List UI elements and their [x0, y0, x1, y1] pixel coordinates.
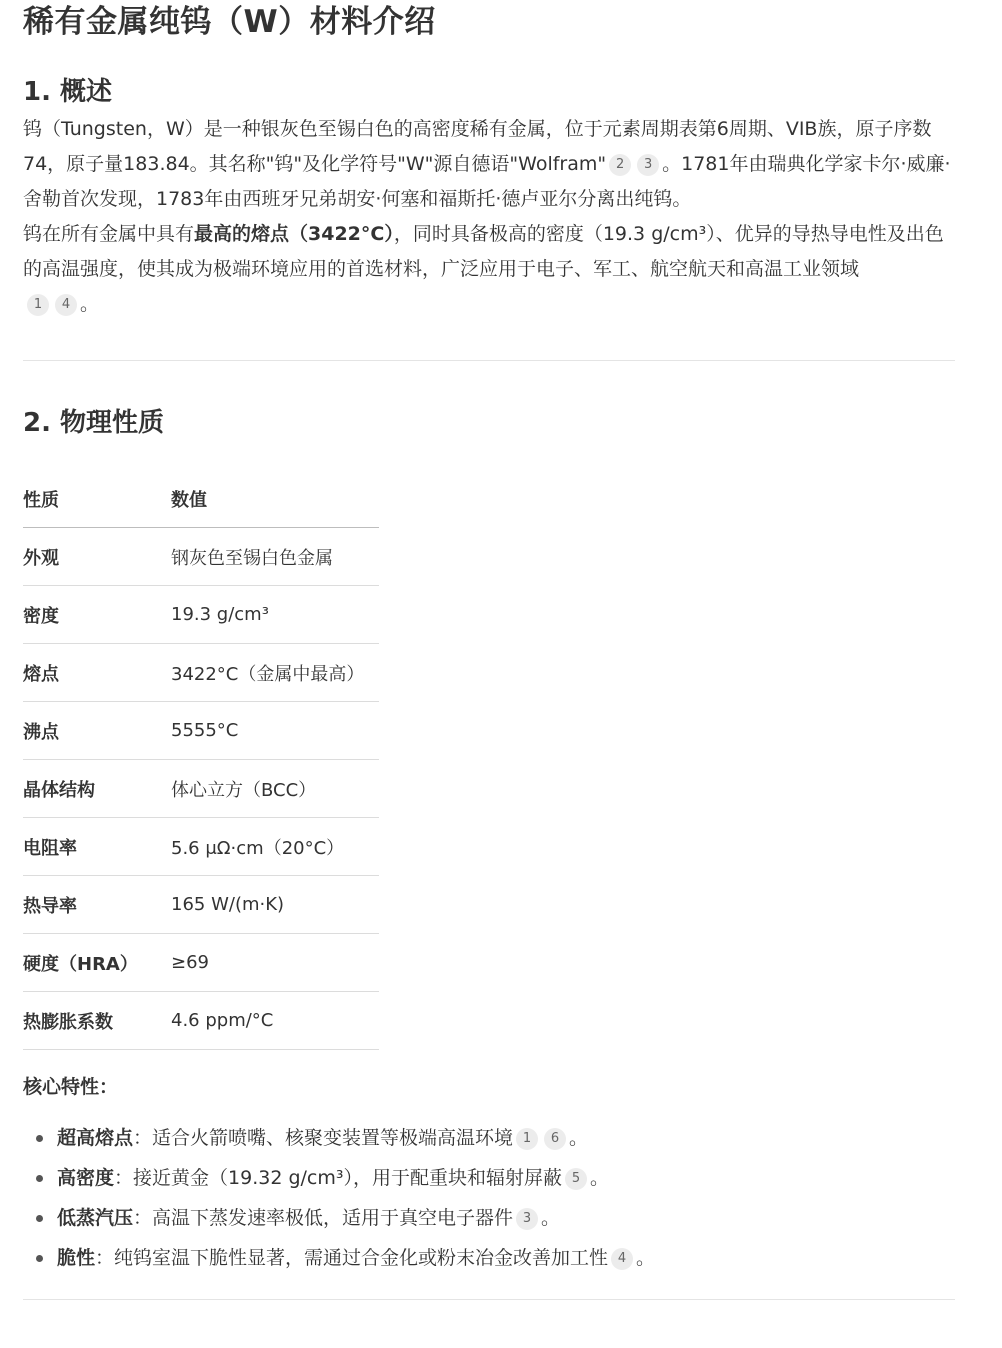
overview-p2-text-b: ，同时具备极高的密度（19.3 g/cm³）、优异的导热导电性及出色的高温强度，使其成为极端环境应用的首选材料，广泛应用于电子、军工、航空航天和高温工业领域 [23, 223, 944, 280]
citation-badge[interactable]: 3 [637, 154, 659, 176]
overview-paragraph-1 [23, 112, 956, 217]
table-row [23, 528, 379, 586]
bullet-icon [36, 1135, 43, 1142]
overview-p2-end: 。 [80, 293, 100, 315]
table-row [23, 934, 379, 992]
overview-p1-text-b: 。1781年由瑞典化学家卡尔·威廉·舍勒首次发现，1783年由西班牙兄弟胡安·何塞和福斯托·德卢亚尔分离出纯钨。 [23, 153, 951, 210]
page-title: 稀有金属纯钨（W）材料介绍 [23, 4, 436, 40]
section-divider [23, 360, 955, 361]
core-features-list [23, 1118, 956, 1278]
citation-badge[interactable]: 3 [516, 1208, 538, 1230]
table-cell-value: ≥69 [171, 934, 379, 992]
table-cell-value: 5555°C [171, 702, 379, 760]
overview-p2-bold: 最高的熔点（3422°C） [194, 223, 394, 245]
properties-table [23, 471, 379, 1050]
table-row [23, 586, 379, 644]
table-cell-property: 熔点 [23, 644, 171, 702]
table-cell-value: 钢灰色至锡白色金属 [171, 528, 379, 586]
citation-badge[interactable]: 6 [544, 1128, 566, 1150]
bullet-icon [36, 1255, 43, 1262]
table-header-property: 性质 [23, 471, 171, 528]
table-cell-value: 体心立方（BCC） [171, 760, 379, 818]
citation-badge[interactable]: 5 [565, 1168, 587, 1190]
table-row [23, 760, 379, 818]
feature-text: ：适合火箭喷嘴、核聚变装置等极端高温环境 [133, 1127, 514, 1149]
table-cell-property: 外观 [23, 528, 171, 586]
citation-badge[interactable]: 1 [516, 1128, 538, 1150]
list-item [23, 1158, 956, 1198]
feature-end: 。 [589, 1167, 609, 1189]
citation-badge[interactable]: 4 [611, 1248, 633, 1270]
citation-badge[interactable]: 1 [27, 294, 49, 316]
table-row [23, 992, 379, 1050]
feature-term: 低蒸汽压 [57, 1207, 134, 1229]
feature-term: 脆性 [57, 1247, 96, 1269]
section-divider [23, 1299, 955, 1300]
table-cell-value: 3422°C（金属中最高） [171, 644, 379, 702]
list-item [23, 1118, 956, 1158]
section-heading-overview: 1. 概述 [23, 77, 113, 107]
table-row [23, 818, 379, 876]
feature-text: ：纯钨室温下脆性显著，需通过合金化或粉末冶金改善加工性 [95, 1247, 609, 1269]
feature-end: 。 [541, 1207, 561, 1229]
table-cell-property: 晶体结构 [23, 760, 171, 818]
table-row [23, 702, 379, 760]
overview-paragraph-2 [23, 217, 956, 322]
feature-term: 超高熔点 [57, 1127, 134, 1149]
table-cell-property: 硬度（HRA） [23, 934, 171, 992]
table-cell-property: 热导率 [23, 876, 171, 934]
table-row [23, 644, 379, 702]
list-item [23, 1238, 956, 1278]
table-row [23, 876, 379, 934]
table-cell-property: 密度 [23, 586, 171, 644]
table-cell-value: 4.6 ppm/°C [171, 992, 379, 1050]
overview-p1-text-a: 钨（Tungsten，W）是一种银灰色至锡白色的高密度稀有金属，位于元素周期表第6周期、VIB族，原子序数74，原子量183.84。其名称"钨"及化学符号"W"源自德语"Wolfram" [23, 118, 932, 175]
table-cell-property: 电阻率 [23, 818, 171, 876]
list-item [23, 1198, 956, 1238]
core-features-title: 核心特性： [23, 1076, 119, 1098]
table-cell-value: 5.6 μΩ·cm（20°C） [171, 818, 379, 876]
bullet-icon [36, 1215, 43, 1222]
citation-badge[interactable]: 4 [55, 294, 77, 316]
feature-text: ：高温下蒸发速率极低，适用于真空电子器件 [133, 1207, 514, 1229]
feature-text: ：接近黄金（19.32 g/cm³），用于配重块和辐射屏蔽 [114, 1167, 562, 1189]
overview-p2-text-a: 钨在所有金属中具有 [23, 223, 195, 245]
section-heading-physics: 2. 物理性质 [23, 408, 165, 438]
feature-end: 。 [569, 1127, 589, 1149]
table-header-value: 数值 [171, 471, 379, 528]
table-cell-property: 沸点 [23, 702, 171, 760]
citation-badge[interactable]: 2 [609, 154, 631, 176]
feature-term: 高密度 [57, 1167, 115, 1189]
feature-end: 。 [636, 1247, 656, 1269]
table-header-row [23, 471, 379, 528]
bullet-icon [36, 1175, 43, 1182]
table-cell-value: 165 W/(m·K) [171, 876, 379, 934]
table-cell-property: 热膨胀系数 [23, 992, 171, 1050]
table-cell-value: 19.3 g/cm³ [171, 586, 379, 644]
